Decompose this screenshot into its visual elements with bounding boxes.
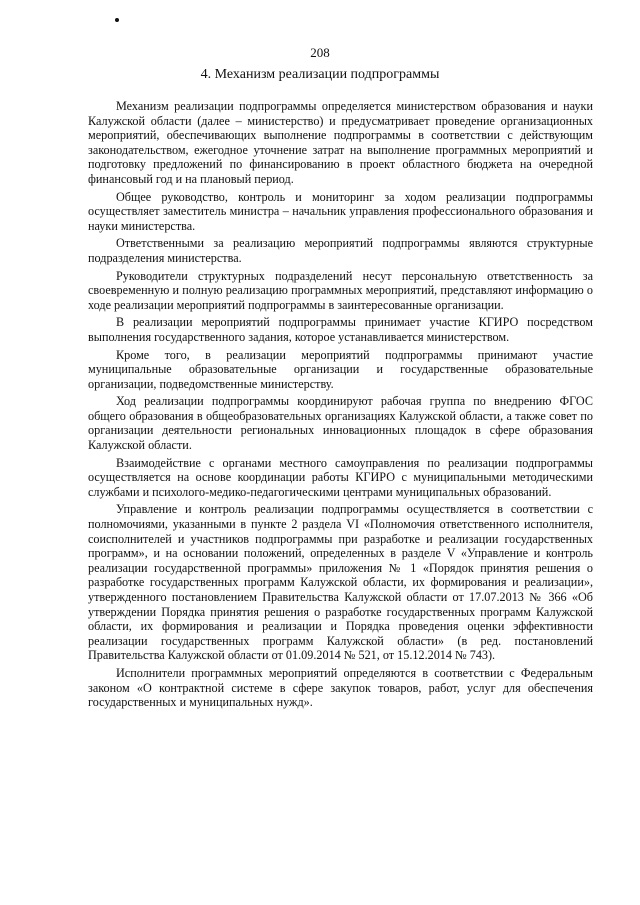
- paragraph-interaction: Взаимодействие с органами местного самоуправления по реализации подпрограммы осуществляется на основе координации работы КГИРО с муниципальными методическими службами и психолого-медико-педагогическими центрами муниципальных образований.: [88, 455, 593, 499]
- section-title: 4. Механизм реализации подпрограммы: [200, 67, 440, 82]
- paragraph-mechanism: Механизм реализации подпрограммы определяется министерством образования и науки Калужской области (далее – министерство) и предусматривает проведение организационных мероприятий, обеспечивающих выполнение подпрограммы в соответствии с действующим законодательством, ежегодное уточнение затрат на выполнение программных мероприятий и подготовку предложений по финансированию в проект областного бюджета на очередной финансовый год и на плановый период.: [88, 99, 593, 186]
- scan-speck: [115, 18, 119, 22]
- paragraph-unit-heads: Руководители структурных подразделений несут персональную ответственность за своевременную и полную реализацию программных мероприятий, представляют информацию о ходе реализации мероприятий подпрограммы в заинтересованные организации.: [88, 268, 593, 312]
- page-number: 208: [310, 45, 330, 60]
- paragraph-responsible-units: Ответственными за реализацию мероприятий подпрограммы являются структурные подразделения министерства.: [88, 236, 593, 265]
- paragraph-general-management: Общее руководство, контроль и мониторинг за ходом реализации подпрограммы осуществляет заместитель министра – начальник управления профессионального образования и науки министерства.: [88, 189, 593, 233]
- paragraph-kgiro: В реализации мероприятий подпрограммы принимает участие КГИРО посредством выполнения государственного задания, которое устанавливается министерством.: [88, 315, 593, 344]
- paragraph-participants: Кроме того, в реализации мероприятий подпрограммы принимают участие муниципальные образовательные организации и государственные образовательные организации, подведомственные министерству.: [88, 347, 593, 391]
- paragraph-coordination: Ход реализации подпрограммы координируют рабочая группа по внедрению ФГОС общего образования в общеобразовательных организациях Калужской области, а также совет по организации деятельности региональных инновационных площадок в сфере образования Калужской области.: [88, 394, 593, 453]
- body-text: [88, 99, 593, 713]
- paragraph-control: Управление и контроль реализации подпрограммы осуществляется в соответствии с полномочиями, указанными в пункте 2 раздела VI «Полномочия ответственного исполнителя, соисполнителей и участников подпрограммы при разработке и реализации государственных программ», и на основании положений, определенных в разделе V «Управление и контроль реализации государственной программы» приложения № 1 «Порядок принятия решения о разработке государственных программ Калужской области, их формирования и реализации», утвержденного постановлением Правительства Калужской области от 17.07.2013 № 366 «Об утверждении Порядка принятия решения о разработке государственных программ Калужской области, их формирования и реализации и Порядка проведения оценки эффективности реализации государственных программ Калужской области» (в ред. постановлений Правительства Калужской области от 01.09.2014 № 521, от 15.12.2014 № 743).: [88, 502, 593, 663]
- paragraph-executors: Исполнители программных мероприятий определяются в соответствии с Федеральным законом «О контрактной системе в сфере закупок товаров, работ, услуг для обеспечения государственных и муниципальных нужд».: [88, 665, 593, 710]
